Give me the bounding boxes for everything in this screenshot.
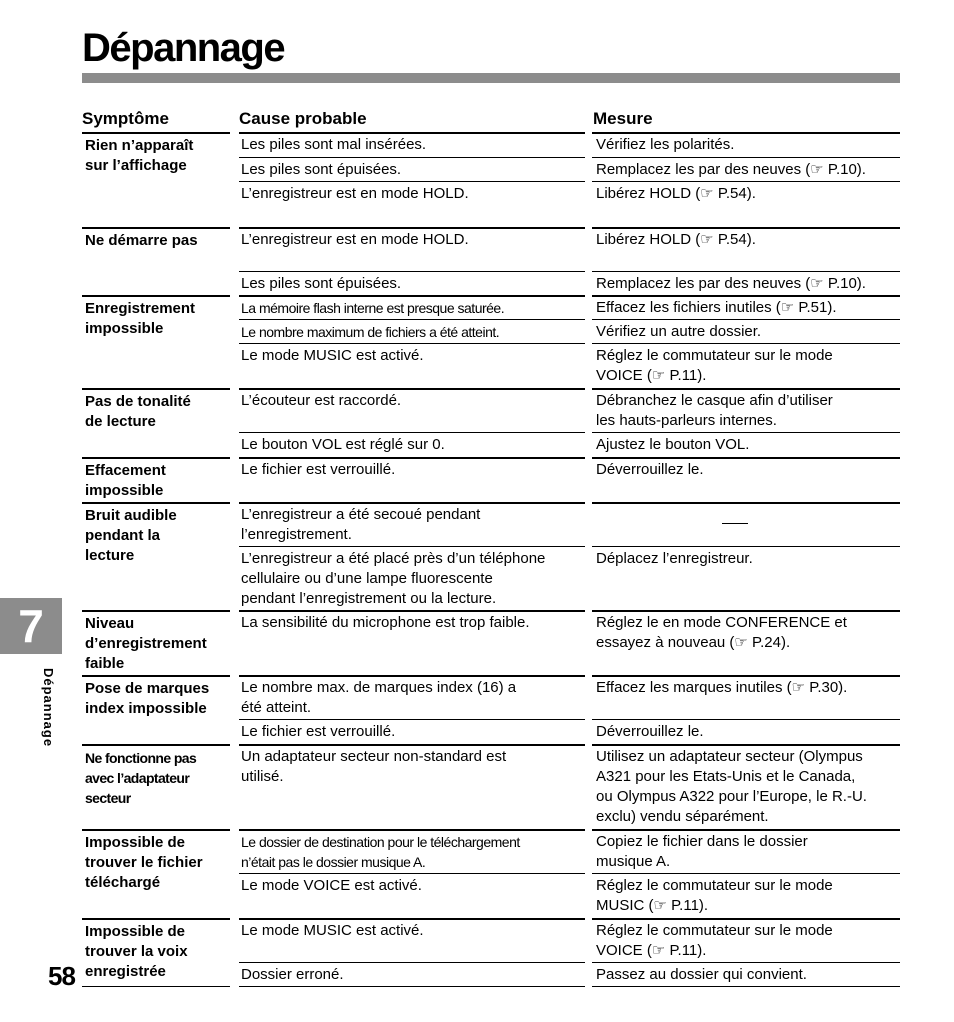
- cell-line: L’enregistreur est en mode HOLD.: [241, 231, 469, 248]
- measure-row-rule: [592, 675, 900, 677]
- cell-line: ou Olympus A322 pour l’Europe, le R.-U.: [596, 788, 867, 805]
- cause-row-rule: [239, 319, 585, 320]
- symptom-cell: [85, 392, 191, 432]
- measure-cell: [596, 230, 756, 250]
- cause-row-rule: [239, 962, 585, 963]
- measure-row-rule: [592, 295, 900, 297]
- cause-cell: [241, 832, 520, 872]
- cell-line: Niveau: [85, 615, 135, 632]
- cell-line: Vérifiez les polarités.: [596, 136, 735, 153]
- symptom-cell: [85, 299, 195, 339]
- cell-line: Copiez le fichier dans le dossier: [596, 833, 808, 850]
- measure-cell: [596, 921, 833, 961]
- cause-row-rule: [239, 918, 585, 920]
- cause-row-rule: [239, 610, 585, 612]
- header-measure: Mesure: [593, 109, 653, 128]
- cause-cell: [241, 322, 499, 342]
- measure-row-rule: [592, 319, 900, 320]
- measure-row-rule: [592, 132, 900, 134]
- cell-line: Le mode MUSIC est activé.: [241, 347, 424, 364]
- cause-cell: [241, 678, 516, 718]
- cell-line: Libérez HOLD (☞ P.54).: [596, 231, 756, 248]
- page-title: Dépannage: [82, 26, 285, 70]
- cause-row-rule: [239, 502, 585, 504]
- cause-cell: [241, 747, 506, 787]
- cell-line: l’enregistrement.: [241, 526, 352, 543]
- measure-row-rule: [592, 873, 900, 874]
- cause-row-rule: [239, 457, 585, 459]
- chapter-tab: 7: [0, 598, 62, 654]
- symptom-row-rule: [82, 829, 230, 831]
- cell-line: impossible: [85, 320, 164, 337]
- cause-row-rule: [239, 829, 585, 831]
- measure-row-rule: [592, 457, 900, 459]
- cell-line: MUSIC (☞ P.11).: [596, 897, 709, 914]
- header-cause: Cause probable: [239, 109, 367, 128]
- measure-cell: [596, 435, 749, 455]
- cell-line: La sensibilité du microphone est trop faible.: [241, 614, 530, 631]
- symptom-row-rule: [82, 457, 230, 459]
- table-bottom-rule: [82, 986, 230, 987]
- measure-cell: [596, 613, 847, 653]
- cause-row-rule: [239, 343, 585, 344]
- cell-line: La mémoire flash interne est presque saturée.: [241, 300, 505, 316]
- measure-cell: [596, 460, 704, 480]
- cell-line: Dossier erroné.: [241, 966, 344, 983]
- cell-line: Le fichier est verrouillé.: [241, 461, 396, 478]
- symptom-row-rule: [82, 388, 230, 390]
- cell-line: Pas de tonalité: [85, 393, 191, 410]
- cell-line: de lecture: [85, 413, 156, 430]
- page-number: 58: [48, 961, 75, 991]
- measure-cell: [596, 322, 761, 342]
- cause-cell: [241, 274, 401, 294]
- symptom-row-rule: [82, 132, 230, 134]
- measure-cell: [596, 135, 734, 155]
- cell-line: Libérez HOLD (☞ P.54).: [596, 185, 756, 202]
- cell-line: Les piles sont épuisées.: [241, 161, 402, 178]
- cell-line: lecture: [85, 547, 135, 564]
- measure-row-rule: [592, 546, 900, 547]
- cause-cell: [241, 298, 504, 318]
- measure-cell: [596, 274, 866, 294]
- measure-cell: [596, 160, 866, 180]
- symptom-row-rule: [82, 744, 230, 746]
- cell-line: Effacement: [85, 462, 166, 479]
- cell-line: musique A.: [596, 853, 671, 870]
- cell-line: Utilisez un adaptateur secteur (Olympus: [596, 748, 863, 765]
- symptom-cell: [85, 833, 203, 893]
- cell-line: index impossible: [85, 700, 207, 717]
- cell-line: impossible: [85, 482, 164, 499]
- cell-line: trouver le fichier: [85, 854, 203, 871]
- cell-line: exclu) vendu séparément.: [596, 808, 769, 825]
- cell-line: Réglez le commutateur sur le mode: [596, 347, 833, 364]
- measure-row-rule: [592, 388, 900, 390]
- cell-line: Les piles sont mal insérées.: [241, 136, 427, 153]
- measure-row-rule: [592, 271, 900, 272]
- cell-line: enregistrée: [85, 963, 166, 980]
- symptom-cell: [85, 231, 198, 251]
- cell-line: Les piles sont épuisées.: [241, 275, 402, 292]
- cell-line: Impossible de: [85, 923, 186, 940]
- cause-row-rule: [239, 432, 585, 433]
- cell-line: Le bouton VOL est réglé sur 0.: [241, 436, 445, 453]
- measure-row-rule: [592, 343, 900, 344]
- cause-row-rule: [239, 132, 585, 134]
- cell-line: Débranchez le casque afin d’utiliser: [596, 392, 833, 409]
- cell-line: Déplacez l’enregistreur.: [596, 550, 753, 567]
- measure-row-rule: [592, 918, 900, 920]
- cause-cell: [241, 135, 426, 155]
- cell-line: VOICE (☞ P.11).: [596, 942, 707, 959]
- cell-line: Passez au dossier qui convient.: [596, 966, 807, 983]
- cell-line: d’enregistrement: [85, 635, 207, 652]
- measure-row-rule: [592, 962, 900, 963]
- measure-cell: [596, 832, 808, 872]
- cause-row-rule: [239, 873, 585, 874]
- cell-line: trouver la voix: [85, 943, 188, 960]
- title-underline-bar: [82, 73, 900, 83]
- cell-line: L’enregistreur est en mode HOLD.: [241, 185, 469, 202]
- cell-line: L’écouteur est raccordé.: [241, 392, 402, 409]
- measure-cell: [596, 876, 833, 916]
- measure-cell: [596, 965, 807, 985]
- no-measure-dash: [722, 523, 748, 524]
- symptom-row-rule: [82, 295, 230, 297]
- measure-cell: [596, 678, 847, 698]
- cell-line: Le dossier de destination pour le téléchargement: [241, 834, 520, 850]
- cell-line: Réglez le commutateur sur le mode: [596, 877, 833, 894]
- cell-line: Remplacez les par des neuves (☞ P.10).: [596, 161, 866, 178]
- symptom-row-rule: [82, 675, 230, 677]
- cause-cell: [241, 722, 395, 742]
- cell-line: Pose de marques: [85, 680, 210, 697]
- cell-line: Le nombre maximum de fichiers a été atteint.: [241, 324, 500, 340]
- cause-row-rule: [239, 388, 585, 390]
- cause-row-rule: [239, 546, 585, 547]
- symptom-cell: [85, 461, 166, 501]
- measure-row-rule: [592, 432, 900, 433]
- cause-row-rule: [239, 675, 585, 677]
- cell-line: Réglez le commutateur sur le mode: [596, 922, 833, 939]
- symptom-row-rule: [82, 918, 230, 920]
- cell-line: les hauts-parleurs internes.: [596, 412, 777, 429]
- cell-line: Le nombre max. de marques index (16) a: [241, 679, 517, 696]
- measure-cell: [596, 722, 704, 742]
- cause-cell: [241, 505, 480, 545]
- symptom-cell: [85, 136, 193, 176]
- table-bottom-rule: [239, 986, 585, 987]
- cause-cell: [241, 921, 424, 941]
- cause-cell: [241, 613, 530, 633]
- cell-line: faible: [85, 655, 125, 672]
- symptom-row-rule: [82, 610, 230, 612]
- cause-cell: [241, 549, 545, 609]
- measure-row-rule: [592, 719, 900, 720]
- cell-line: Remplacez les par des neuves (☞ P.10).: [596, 275, 866, 292]
- measure-row-rule: [592, 502, 900, 504]
- cause-cell: [241, 876, 422, 896]
- cell-line: Impossible de: [85, 834, 186, 851]
- cell-line: avec l’adaptateur: [85, 770, 190, 786]
- cell-line: n’était pas le dossier musique A.: [241, 854, 426, 870]
- cause-row-rule: [239, 181, 585, 182]
- cause-cell: [241, 391, 401, 411]
- cell-line: Déverrouillez le.: [596, 723, 704, 740]
- cell-line: pendant la: [85, 527, 161, 544]
- cause-cell: [241, 460, 395, 480]
- cause-row-rule: [239, 227, 585, 229]
- symptom-cell: [85, 506, 177, 566]
- symptom-row-rule: [82, 227, 230, 229]
- measure-cell: [596, 184, 756, 204]
- cell-line: essayez à nouveau (☞ P.24).: [596, 634, 791, 651]
- symptom-cell: [85, 748, 196, 808]
- cell-line: Un adaptateur secteur non-standard est: [241, 748, 507, 765]
- cell-line: cellulaire ou d’une lampe fluorescente: [241, 570, 493, 587]
- symptom-row-rule: [82, 502, 230, 504]
- cell-line: Effacez les fichiers inutiles (☞ P.51).: [596, 299, 837, 316]
- cell-line: Ne fonctionne pas: [85, 750, 197, 766]
- measure-cell: [596, 549, 753, 569]
- cause-cell: [241, 965, 344, 985]
- cell-line: sur l’affichage: [85, 157, 187, 174]
- cause-cell: [241, 184, 469, 204]
- measure-cell: [596, 747, 867, 827]
- cell-line: A321 pour les Etats-Unis et le Canada,: [596, 768, 856, 785]
- cause-cell: [241, 230, 469, 250]
- table-bottom-rule: [592, 986, 900, 987]
- cell-line: L’enregistreur a été placé près d’un téléphone: [241, 550, 546, 567]
- cause-cell: [241, 346, 424, 366]
- cell-line: été atteint.: [241, 699, 312, 716]
- cause-row-rule: [239, 744, 585, 746]
- cause-row-rule: [239, 719, 585, 720]
- cell-line: Rien n’apparaît: [85, 137, 194, 154]
- chapter-side-label: Dépannage: [41, 668, 56, 748]
- cell-line: Vérifiez un autre dossier.: [596, 323, 762, 340]
- cell-line: Effacez les marques inutiles (☞ P.30).: [596, 679, 848, 696]
- measure-row-rule: [592, 227, 900, 229]
- measure-row-rule: [592, 744, 900, 746]
- cell-line: Le mode VOICE est activé.: [241, 877, 422, 894]
- header-symptom: Symptôme: [82, 109, 169, 128]
- cause-row-rule: [239, 271, 585, 272]
- cell-line: secteur: [85, 790, 131, 806]
- cell-line: pendant l’enregistrement ou la lecture.: [241, 590, 497, 607]
- measure-row-rule: [592, 610, 900, 612]
- cell-line: Enregistrement: [85, 300, 196, 317]
- measure-cell: [596, 346, 833, 386]
- cause-row-rule: [239, 157, 585, 158]
- cause-cell: [241, 435, 445, 455]
- cell-line: Le mode MUSIC est activé.: [241, 922, 424, 939]
- measure-row-rule: [592, 181, 900, 182]
- measure-row-rule: [592, 829, 900, 831]
- symptom-cell: [85, 679, 209, 719]
- cell-line: Réglez le en mode CONFERENCE et: [596, 614, 847, 631]
- cell-line: utilisé.: [241, 768, 284, 785]
- cell-line: Le fichier est verrouillé.: [241, 723, 396, 740]
- cause-cell: [241, 160, 401, 180]
- symptom-cell: [85, 614, 207, 674]
- cell-line: Déverrouillez le.: [596, 461, 704, 478]
- cell-line: Ajustez le bouton VOL.: [596, 436, 750, 453]
- cell-line: Ne démarre pas: [85, 232, 198, 249]
- measure-cell: [596, 298, 837, 318]
- measure-row-rule: [592, 157, 900, 158]
- cell-line: Bruit audible: [85, 507, 177, 524]
- cell-line: VOICE (☞ P.11).: [596, 367, 707, 384]
- symptom-cell: [85, 922, 188, 982]
- cell-line: téléchargé: [85, 874, 161, 891]
- cause-row-rule: [239, 295, 585, 297]
- cell-line: L’enregistreur a été secoué pendant: [241, 506, 481, 523]
- measure-cell: [596, 391, 833, 431]
